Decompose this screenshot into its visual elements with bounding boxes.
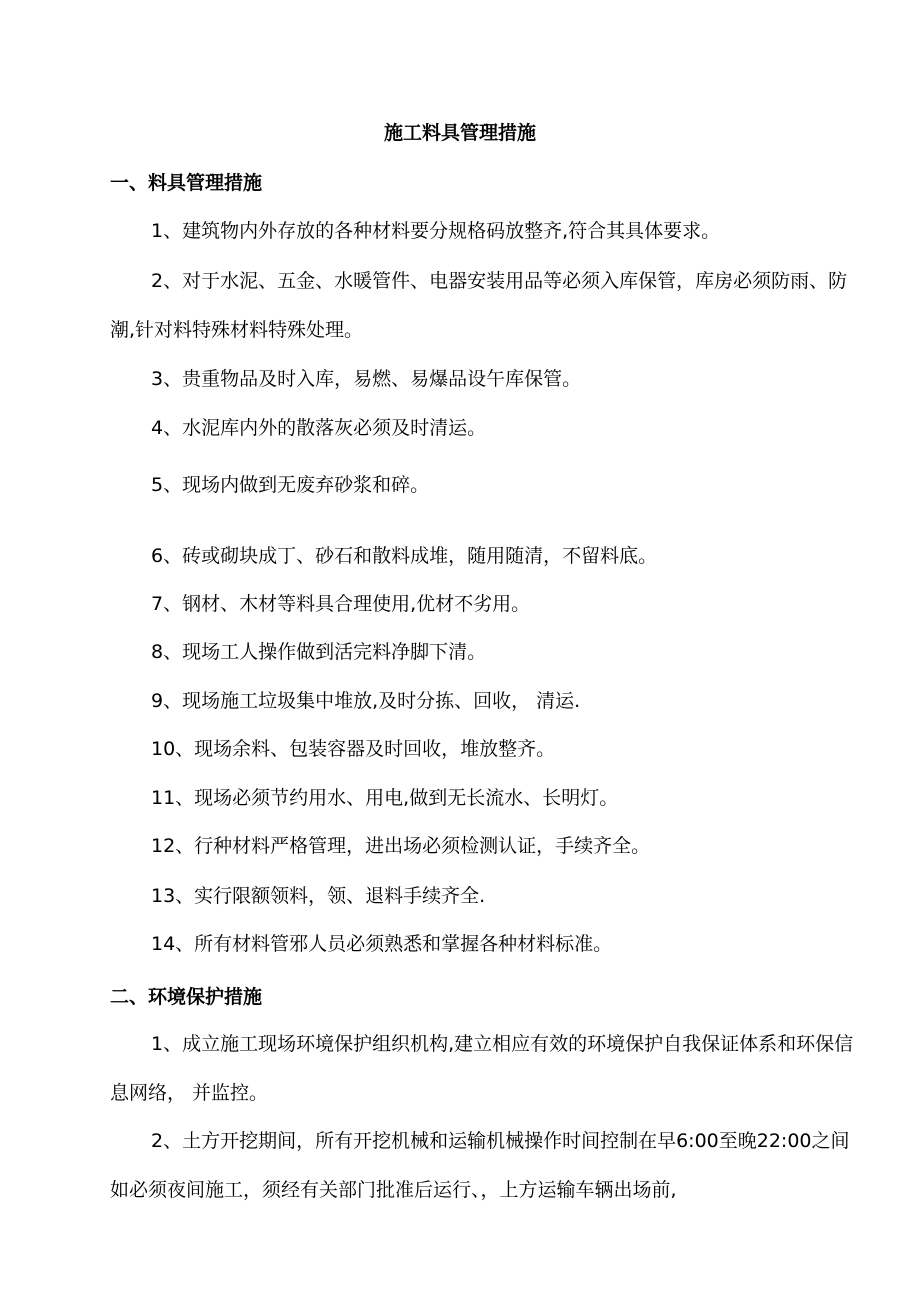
material-item-11: 11、现场必须节约用水、用电,做到无长流水、长明灯。 — [151, 787, 619, 809]
material-item-5: 5、现场内做到无废弃砂浆和碎。 — [151, 474, 430, 496]
material-item-14: 14、所有材料管邪人员必须熟悉和掌握各种材料标准。 — [151, 933, 613, 955]
material-item-4: 4、水泥库内外的散落灰必须及时清运。 — [151, 417, 487, 439]
material-item-3: 3、贵重物品及时入库，易燃、易爆品设午库保管。 — [151, 368, 582, 390]
section-heading-material: 一、料具管理措施 — [110, 172, 263, 194]
document-title: 施工料具管理措施 — [383, 122, 536, 144]
material-item-12: 12、行种材料严格管理，进出场必须检测认证，手续齐全。 — [151, 835, 651, 857]
material-item-1: 1、建筑物内外存放的各种材料要分规格码放整齐,符合其具体要求。 — [151, 220, 721, 242]
material-item-13: 13、实行限额领料，领、退料手续齐全. — [151, 885, 486, 907]
environment-item-1: 1、成立施工现场环境保护组织机构,建立相应有效的环境保护自我保证体系和环保信息网络， 并监控。 — [110, 1033, 854, 1104]
material-item-9: 9、现场施工垃圾集中堆放,及时分拣、回收， 清运. — [151, 690, 581, 712]
material-item-2: 2、对于水泥、五金、水暖管件、电器安装用品等必须入库保管，库房必须防雨、防潮,针对料特殊材料特殊处理。 — [110, 270, 848, 341]
material-item-7: 7、钢材、木材等料具合理使用,优材不劣用。 — [151, 593, 531, 615]
material-item-8: 8、现场工人操作做到活完料净脚下清。 — [151, 641, 487, 663]
section-heading-environment: 二、环境保护措施 — [110, 986, 263, 1008]
material-item-10: 10、现场余料、包装容器及时回收，堆放整齐。 — [151, 738, 556, 760]
environment-item-2: 2、土方开挖期间，所有开挖机械和运输机械操作时间控制在早6:00至晚22:00之间如必须夜间施工，须经有关部门批准后运行、，上方运输车辆出场前, — [110, 1130, 850, 1201]
material-item-6: 6、砖或砌块成丁、砂石和散料成堆，随用随清，不留料底。 — [151, 545, 658, 567]
